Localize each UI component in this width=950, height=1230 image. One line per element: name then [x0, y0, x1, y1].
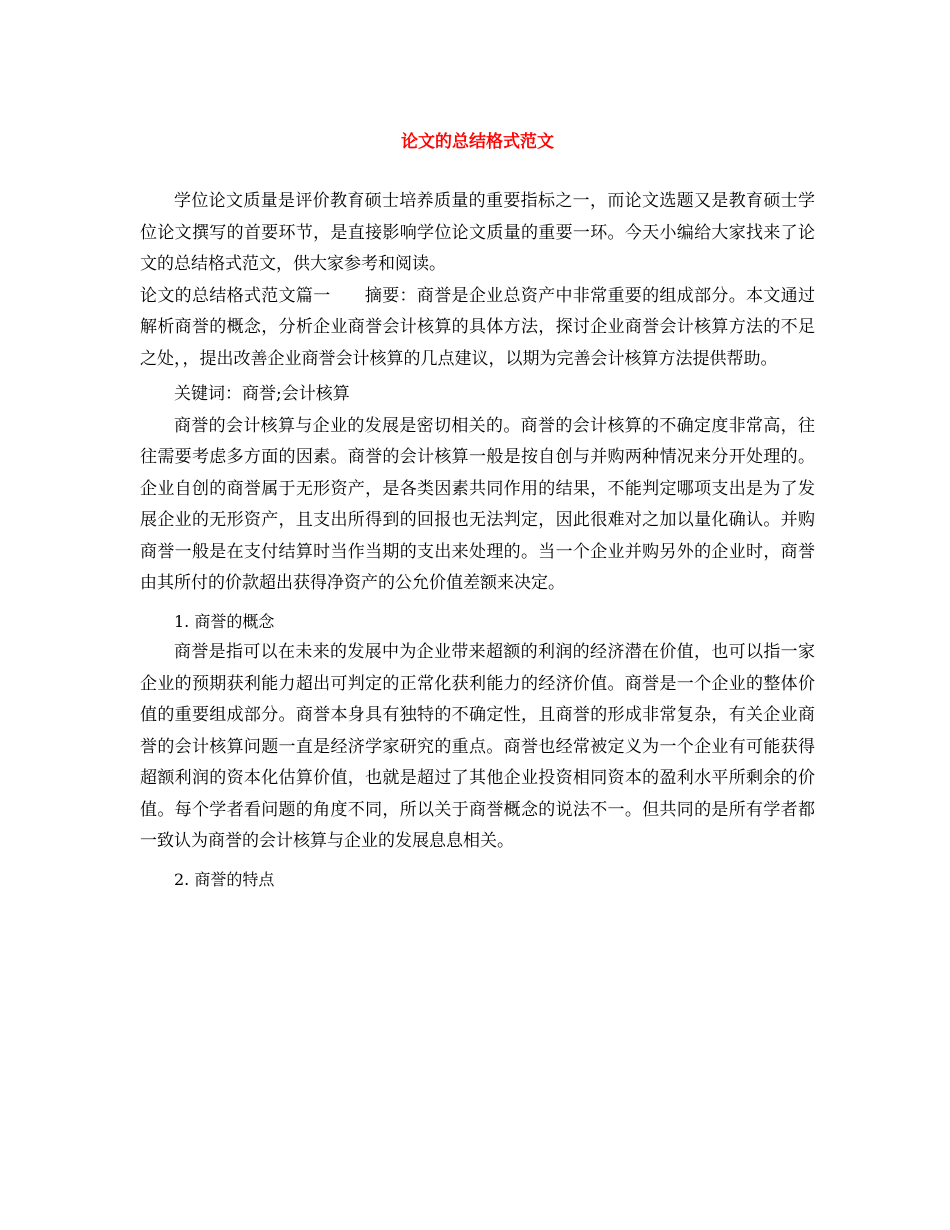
abstract-text: 摘要：商誉是企业总资产中非常重要的组成部分。本文通过解析商誉的概念，分析企业商誉会计核算的具体方法，探讨企业商誉会计核算方法的不足之处，，提出改善企业商誉会计核算的几点建议，以期为完善会计核算方法提供帮助。 — [140, 285, 816, 369]
intro-paragraph: 学位论文质量是评价教育硕士培养质量的重要指标之一，而论文选题又是教育硕士学位论文撰写的首要环节，是直接影响学位论文质量的重要一环。今天小编给大家找来了论文的总结格式范文，供大家参考和阅读。 — [140, 191, 815, 274]
body-paragraph-1: 商誉的会计核算与企业的发展是密切相关的。商誉的会计核算的不确定度非常高，往往需要考虑多方面的因素。商誉的会计核算一般是按自创与并购两种情况来分开处理的。企业自创的商誉属于无形资产，是各类因素共同作用的结果，不能判定哪项支出是为了发展企业的无形资产，且支出所得到的回报也无法判定，因此很难对之加以量化确认。并购商誉一般是在支付结算时当作当期的支出来处理的。当一个企业并购另外的企业时，商誉由其所付的价款超出获得净资产的公允价值差额来决定。 — [140, 415, 815, 593]
document-title: 论文的总结格式范文 — [401, 132, 554, 152]
section-heading-2: 2. 商誉的特点 — [174, 869, 275, 889]
body-paragraph-2: 商誉是指可以在未来的发展中为企业带来超额的利润的经济潜在价值，也可以指一家企业的预期获利能力超出可判定的正常化获利能力的经济价值。商誉是一个企业的整体价值的重要组成部分。商誉本身具有独特的不确定性，且商誉的形成非常复杂，有关企业商誉的会计核算问题一直是经济学家研究的重点。商誉也经常被定义为一个企业有可能获得超额利润的资本化估算价值，也就是超过了其他企业投资相同资本的盈利水平所剩余的价值。每个学者看问题的角度不同，所以关于商誉概念的说法不一。但共同的是所有学者都一致认为商誉的会计核算与企业的发展息息相关。 — [140, 642, 815, 851]
section-heading-1: 1. 商誉的概念 — [174, 611, 275, 631]
document-page — [140, 130, 815, 895]
keywords-line: 关键词：商誉;会计核算 — [174, 384, 350, 404]
abstract-paragraph — [140, 281, 815, 376]
section-label: 论文的总结格式范文篇一 — [140, 285, 331, 306]
